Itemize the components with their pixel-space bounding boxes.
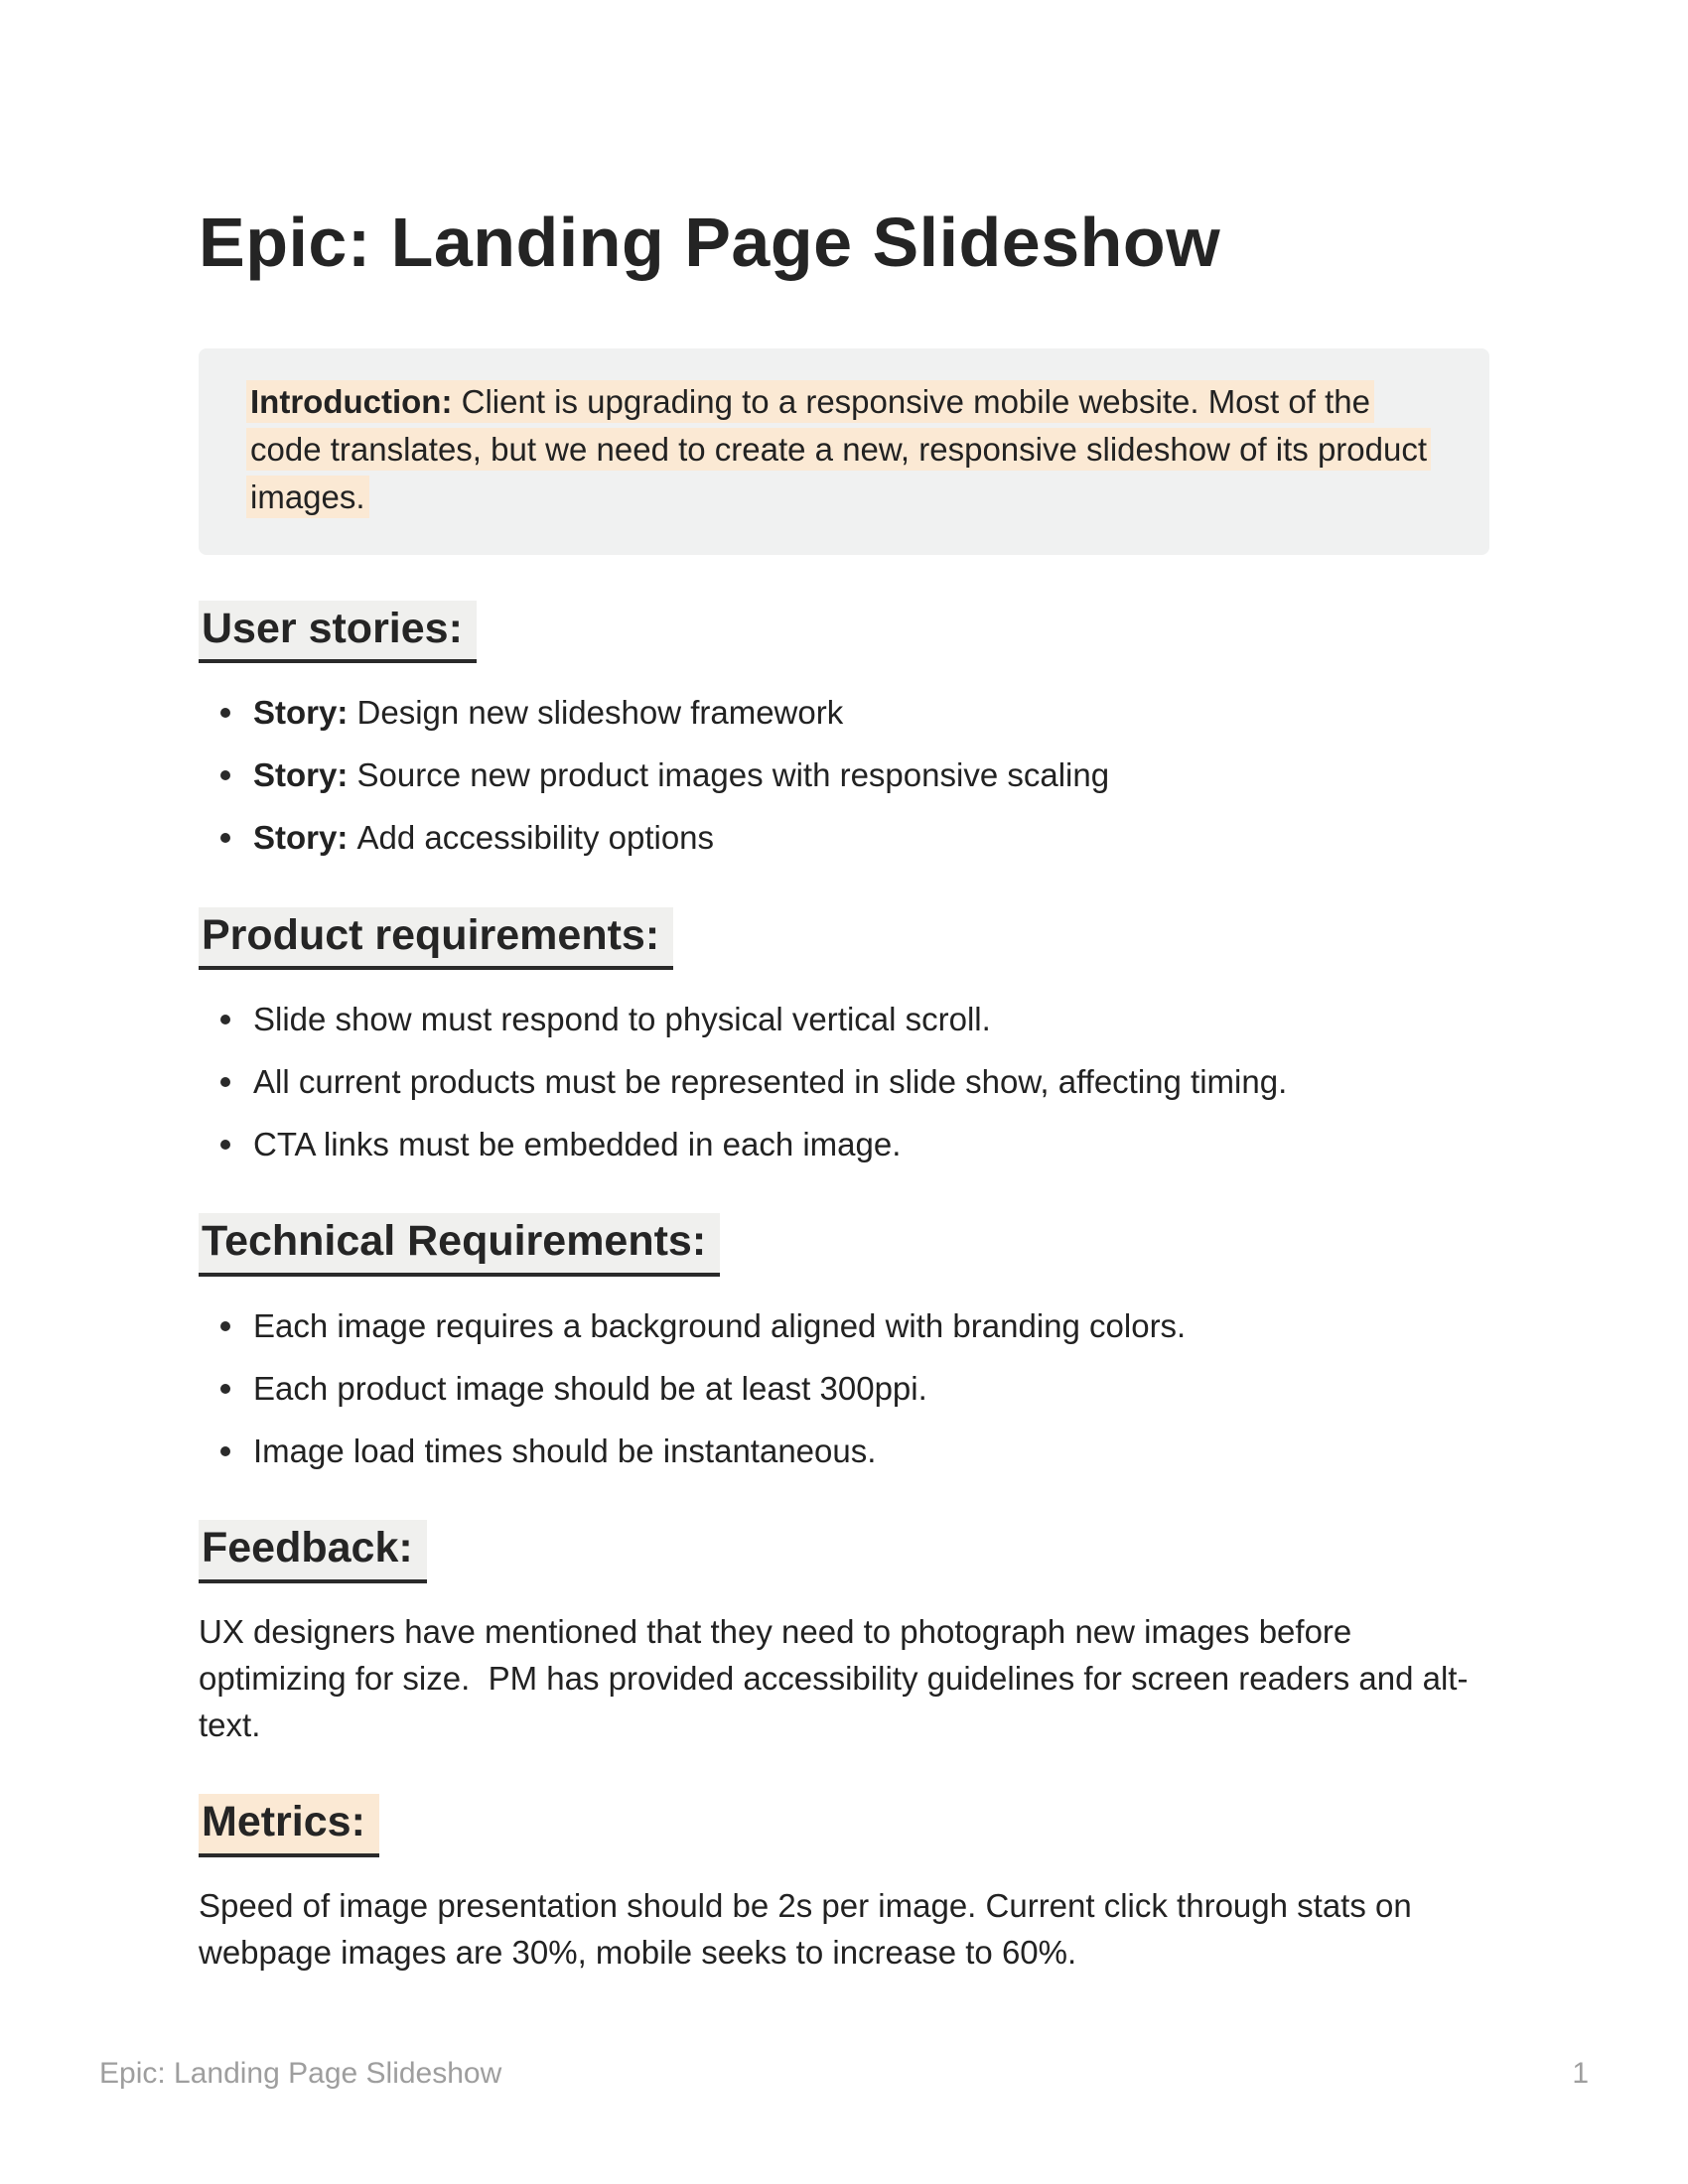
introduction-label: Introduction: — [250, 383, 453, 420]
section-feedback — [199, 1520, 1489, 1748]
section-heading-feedback — [199, 1520, 1489, 1582]
footer-page-number: 1 — [1572, 2057, 1589, 2090]
heading-text: Feedback: — [199, 1520, 427, 1582]
list-item — [199, 1428, 1489, 1475]
list-item — [199, 814, 1489, 862]
heading-text: Technical Requirements: — [199, 1213, 720, 1276]
section-heading-metrics — [199, 1794, 1489, 1856]
section-product-requirements — [199, 907, 1489, 1168]
item-text: Slide show must respond to physical vertical scroll. — [253, 1000, 991, 1037]
section-heading-technical-requirements — [199, 1213, 1489, 1276]
page-footer — [99, 2057, 1589, 2091]
introduction-highlighted-text — [246, 380, 1431, 518]
section-user-stories — [199, 601, 1489, 862]
item-label: Story: — [253, 755, 349, 793]
list-item — [199, 751, 1489, 799]
product-requirements-list — [199, 996, 1489, 1168]
section-heading-product-requirements — [199, 907, 1489, 970]
technical-requirements-list — [199, 1302, 1489, 1475]
list-item — [199, 1058, 1489, 1106]
list-item — [199, 996, 1489, 1043]
section-metrics — [199, 1794, 1489, 1976]
item-label: Story: — [253, 818, 349, 856]
heading-text: Product requirements: — [199, 907, 673, 970]
introduction-callout — [199, 348, 1489, 555]
list-item — [199, 689, 1489, 737]
list-item — [199, 1302, 1489, 1350]
list-item — [199, 1121, 1489, 1168]
section-heading-user-stories — [199, 601, 1489, 663]
footer-document-title: Epic: Landing Page Slideshow — [99, 2057, 502, 2090]
list-item — [199, 1365, 1489, 1413]
item-text: Each product image should be at least 300ppi. — [253, 1369, 927, 1407]
heading-text: User stories: — [199, 601, 477, 663]
item-text: CTA links must be embedded in each image. — [253, 1125, 902, 1162]
section-technical-requirements — [199, 1213, 1489, 1474]
item-label: Story: — [253, 693, 349, 731]
item-text: Add accessibility options — [356, 818, 715, 856]
page-title: Epic: Landing Page Slideshow — [199, 204, 1221, 281]
heading-text: Metrics: — [199, 1794, 379, 1856]
document-content — [199, 0, 1489, 1977]
item-text: Source new product images with responsive scaling — [356, 755, 1110, 793]
item-text: Image load times should be instantaneous. — [253, 1432, 877, 1469]
feedback-paragraph: UX designers have mentioned that they need to photograph new images before optimizing for size. PM has provided accessibility guidelines for screen readers and alt-text. — [199, 1612, 1469, 1743]
item-text: Each image requires a background aligned with branding colors. — [253, 1306, 1187, 1344]
metrics-paragraph: Speed of image presentation should be 2s per image. Current click through stats on webpage images are 30%, mobile seeks to increase to 60%. — [199, 1886, 1421, 1971]
user-stories-list — [199, 689, 1489, 862]
item-text: All current products must be represented in slide show, affecting timing. — [253, 1062, 1288, 1100]
introduction-text: Client is upgrading to a responsive mobile website. Most of the code translates, but we need to create a new, responsive slideshow of its product images. — [250, 383, 1428, 515]
item-text: Design new slideshow framework — [356, 693, 844, 731]
